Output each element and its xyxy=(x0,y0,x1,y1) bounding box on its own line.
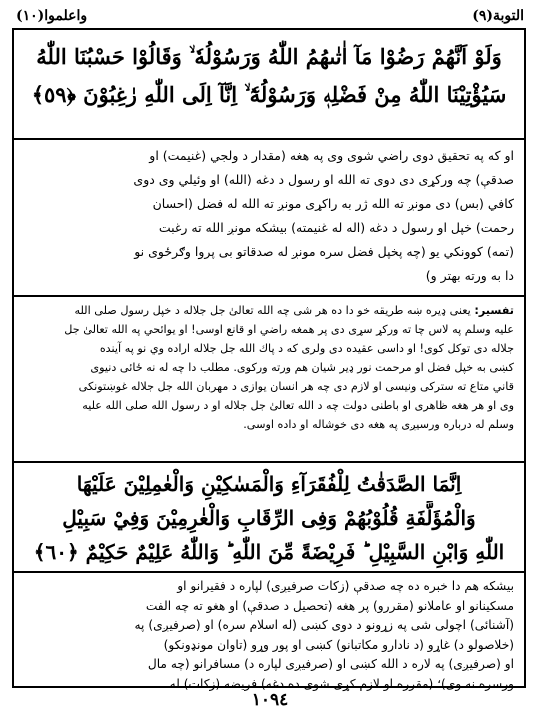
translation-line: دا به ورته بهتر و) xyxy=(425,268,514,283)
page-number: ١٠٩٤ xyxy=(251,690,289,710)
translation-line: او كه په تحقيق دوى راضي شوى وى په هغه (مقدار د ولجي (غنيمت) او xyxy=(149,148,514,163)
translation-line: (آشنائى) اچولى شى په زړونو د دوى كښى (له اسلام سره) او (صرفيږى) په xyxy=(134,618,514,632)
commentary-line: كښى به خپل فضل او مرحمت نور ډير شيان هم ورته وركوى. مطلب دا چه له نه ځائى دنيوى xyxy=(90,361,514,374)
commentary-line: جلاله دى توكل كوى! او داسى عقيده دى ولرى كه د پاك الله جل جلاله اراده وي نو په آينده xyxy=(99,342,514,355)
translation-line: بيشكه هم دا خبره ده چه صدقې (زكات صرفيږى) لپاره د فقيرانو او xyxy=(177,579,514,593)
translation-line: او (صرفيږى) په لاره د الله كښى او (صرفيږى لپاره د) مسافرانو (چه مال xyxy=(147,657,514,671)
translation-line: (تمه) كوونكي يو (چه پخپل فضل سره مونږ له صدقاتو بى پروا وګرځوى نو xyxy=(134,244,514,259)
commentary-line: عليه وسلم په لاس چا ته وركړ سړى دى پر همغه راضي او قانع اوسى! او يوائحي په الله تعالىٰ جل xyxy=(64,323,514,336)
page-frame xyxy=(12,28,526,691)
translation-line: رحمت) خپل او رسول د دغه (اله له غنيمته) بيشكه مونږ الله ته رغبت xyxy=(158,220,514,235)
translation-block-59 xyxy=(14,140,524,297)
verse-line: سَيُؤْتِيْنَا اللّٰهُ مِنْ فَضْلِهٖ وَرَسُوْلُهٗٓ ۙ اِنَّآ اِلَى اللّٰهِ رٰغِبُوْنَ ﴿٥٩﴾ xyxy=(31,82,507,107)
translation-block-60 xyxy=(14,573,524,690)
translation-line: (خلاصولو د) غاړو (د نادارو مكاتبانو) كښى او پور وړو (تاوان مونډونكو) xyxy=(163,637,514,652)
verse-block-59 xyxy=(14,30,524,140)
commentary-label: تفسير: xyxy=(474,304,514,317)
verse-line: وَلَوْ اَنَّهُمْ رَضُوْا مَآ اٰتٰىهُمُ اللّٰهُ وَرَسُوْلُهٗ ۙ وَقَالُوْا حَسْبُنَا اللّٰهُ xyxy=(36,44,502,69)
verse-line: اِنَّمَا الصَّدَقٰتُ لِلْفُقَرَآءِ وَالْمَسٰكِيْنِ وَالْعٰمِلِيْنَ عَلَيْهَا xyxy=(76,472,462,496)
commentary-line: وى او هر هغه ظاهرى او باطنى دولت چه د الله تعالىٰ جل جلاله او د رسول الله صلى الله عليه xyxy=(82,399,514,412)
commentary-first-line: يعنى ډيره ښه طريقه خو دا ده هر شى چه الله تعالىٰ جل جلاله د خپل رسول صلى الله xyxy=(74,304,475,317)
commentary-line xyxy=(24,301,514,320)
verse-line: وَالْمُؤَلَّفَةِ قُلُوْبُهُمْ وَفِى الرِّقَابِ وَالْغٰرِمِيْنَ وَفِيْ سَبِيْلِ xyxy=(62,506,476,530)
header-part-title: واعلموا(١٠) xyxy=(16,8,88,24)
verse-line: اللّٰهِ وَابْنِ السَّبِيْلِ ؕ فَرِيْضَةً مِّنَ اللّٰهِ ؕ وَاللّٰهُ عَلِيْمٌ حَكِيْمٌ ﴿٦٠﴾ xyxy=(33,540,505,564)
verse-block-60 xyxy=(14,463,524,573)
header-surah-title: التوبة(٩) xyxy=(472,8,524,24)
page-header xyxy=(12,8,528,28)
translation-line: ورسره نه وى)؛ (مقرره او لازم كړى شوى ده دغه) فريضه (زكات) له xyxy=(169,676,514,691)
commentary-line: وسلم له درباره ورسيږى په هغه دى خوشاله او داده اوسى. xyxy=(243,418,514,431)
translation-line: كافي (بس) دى مونږ ته الله ژر به راكړى مونږ ته الله له فضل (احسان xyxy=(152,196,514,211)
translation-line: مسكينانو او عاملانو (مقررو) پر هغه (تحصيل د صدقې) او هغو ته چه الفت xyxy=(145,598,514,613)
translation-line: صدقې) چه وركړى دى دوى ته الله او رسول د دغه (الله) او وئيلي وى دوى xyxy=(133,172,514,187)
commentary-block xyxy=(14,297,524,463)
commentary-line: قاني متاع ته ستركى ونيسى او لازم دى چه هر انسان يوازى د مهربان الله جل جلاله غوښتونكى xyxy=(78,380,514,393)
